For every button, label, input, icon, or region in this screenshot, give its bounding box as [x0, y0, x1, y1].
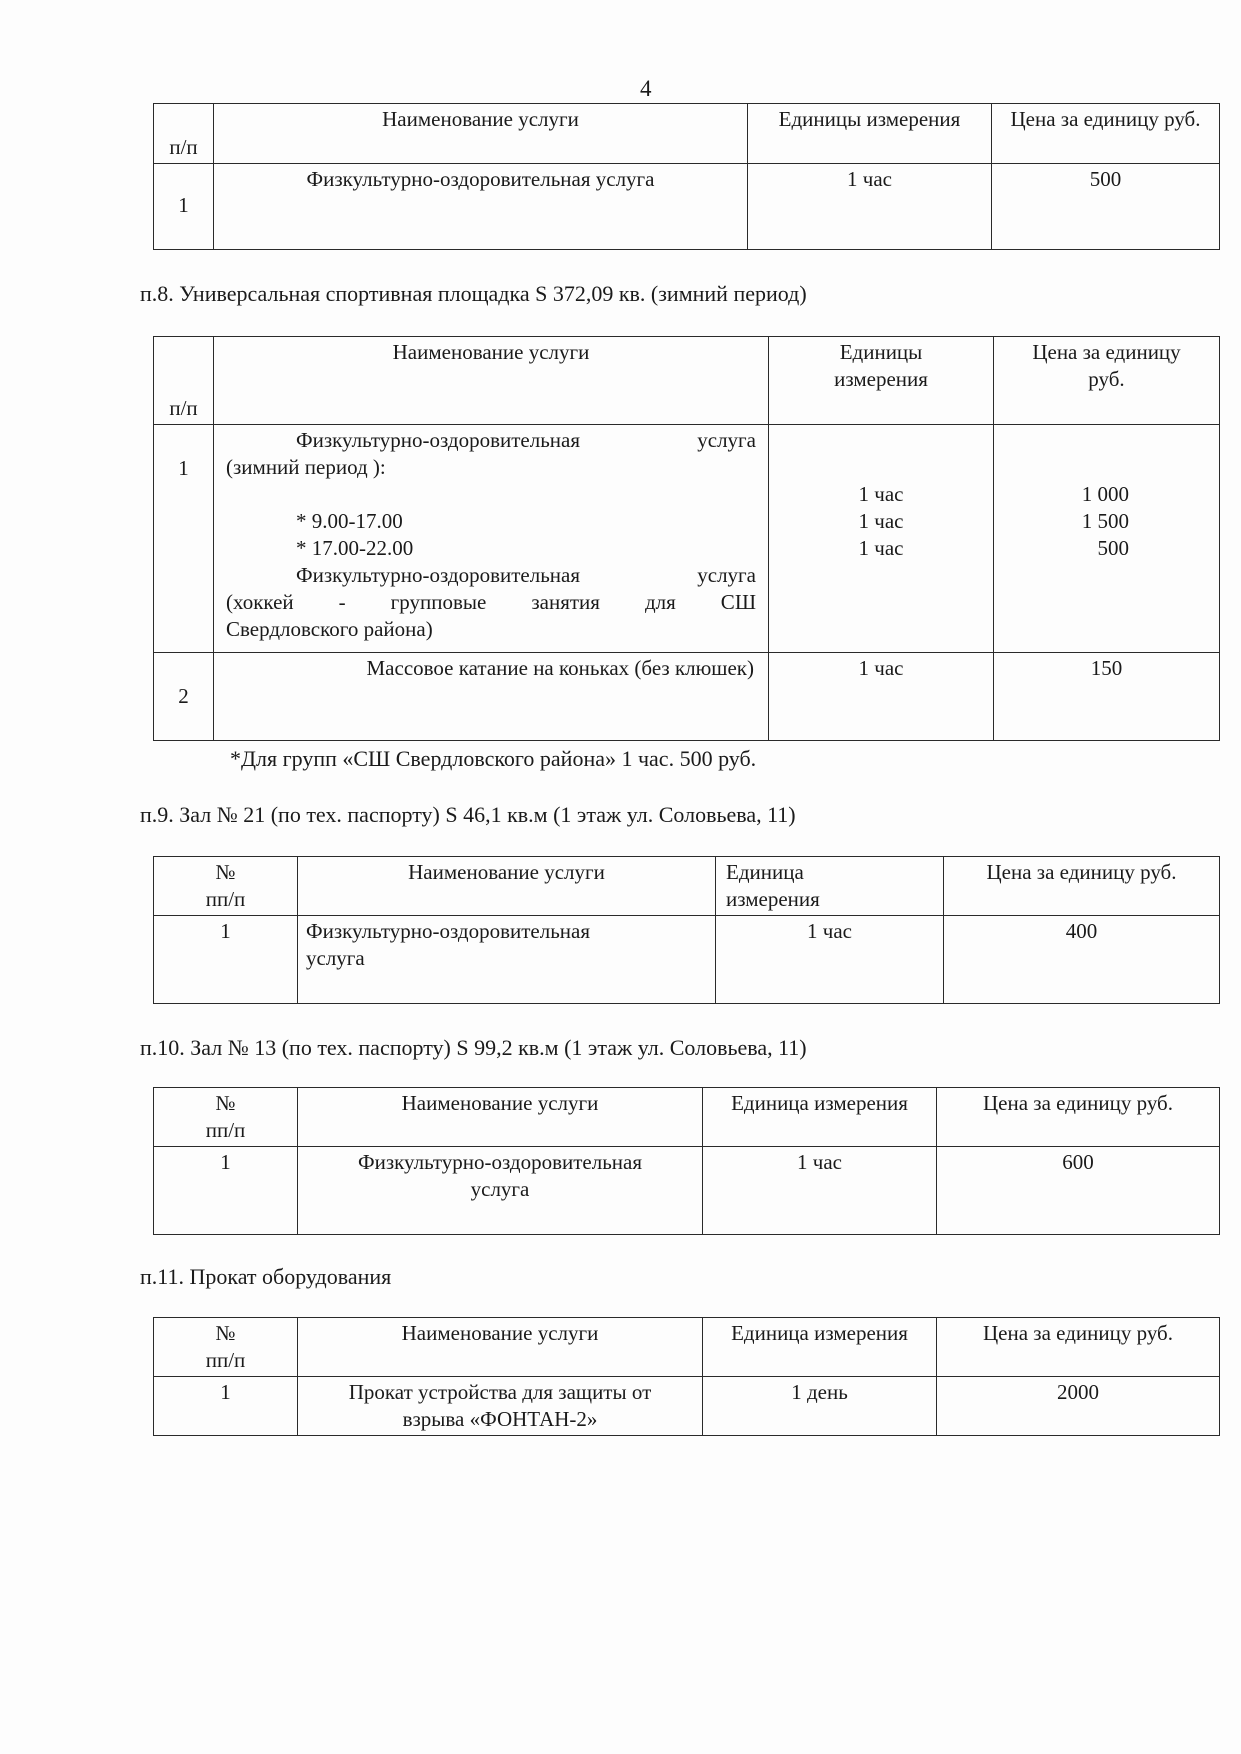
row-unit: 1 час	[703, 1147, 937, 1235]
row-units	[769, 425, 994, 653]
header-num	[154, 1318, 298, 1377]
row-name-line2: услуга	[470, 1177, 530, 1201]
table-section8	[153, 336, 1220, 741]
section8-note: *Для групп «СШ Свердловского района» 1 час. 500 руб.	[230, 746, 757, 771]
row-unit: 1 час	[769, 653, 994, 741]
header-price: Цена за единицу руб.	[992, 104, 1220, 164]
row-name: Физкультурно-оздоровительная услуга	[214, 164, 748, 250]
row-num: 1	[154, 1377, 298, 1436]
table-row	[154, 425, 1220, 653]
section10-title: п.10. Зал № 13 (по тех. паспорту) S 99,2 кв.м (1 этаж ул. Соловьева, 11)	[140, 1035, 807, 1060]
row-name	[298, 916, 716, 1004]
section11-title: п.11. Прокат оборудования	[140, 1264, 392, 1289]
page-number: 4	[640, 76, 652, 101]
row-name-line1: Прокат устройства для защиты от	[348, 1380, 652, 1404]
row-price: 600	[937, 1147, 1220, 1235]
header-price: Цена за единицу руб.	[944, 857, 1220, 916]
row-name	[298, 1377, 703, 1436]
row-num: 2	[154, 653, 214, 741]
unit-3: 1 час	[858, 536, 904, 560]
header-price: Цена за единицу руб.	[937, 1318, 1220, 1377]
row-num: 1	[154, 425, 214, 653]
header-num: п/п	[154, 104, 214, 164]
row-name2-line2: (хоккей - групповые занятия для СШ	[226, 590, 756, 614]
header-num-line1: №	[215, 1321, 236, 1345]
unit-2: 1 час	[858, 509, 904, 533]
header-price-line1: Цена за единицу	[1032, 340, 1181, 364]
header-num	[154, 1088, 298, 1147]
row-price: 2000	[937, 1377, 1220, 1436]
row-name2-line3: Свердловского района)	[226, 617, 433, 641]
table-section10	[153, 1087, 1220, 1235]
time-slot-2: * 17.00-22.00	[296, 536, 414, 560]
section9-title: п.9. Зал № 21 (по тех. паспорту) S 46,1 кв.м (1 этаж ул. Соловьева, 11)	[140, 802, 796, 827]
header-price	[994, 337, 1220, 425]
row-num: 1	[154, 164, 214, 250]
table-header-row	[154, 337, 1220, 425]
row-name	[298, 1147, 703, 1235]
row-num: 1	[154, 916, 298, 1004]
unit-1: 1 час	[858, 482, 904, 506]
header-num-line2: пп/п	[205, 1118, 246, 1142]
header-unit-line2: измерения	[834, 367, 928, 391]
header-name: Наименование услуги	[214, 337, 769, 425]
price-3: 500	[1097, 536, 1129, 560]
row-name-line1: Физкультурно-оздоровительная	[357, 1150, 643, 1174]
row-num: 1	[154, 1147, 298, 1235]
header-unit-line1: Единица	[726, 860, 804, 884]
table-header-row	[154, 104, 1220, 164]
row-prices	[994, 425, 1220, 653]
header-name: Наименование услуги	[298, 1088, 703, 1147]
header-price-line2: руб.	[1088, 367, 1125, 391]
table-row	[154, 916, 1220, 1004]
header-price: Цена за единицу руб.	[937, 1088, 1220, 1147]
row-name: Массовое катание на коньках (без клюшек)	[214, 653, 769, 741]
row-name	[214, 425, 769, 653]
header-num: п/п	[154, 337, 214, 425]
row-price: 500	[992, 164, 1220, 250]
table-header-row	[154, 857, 1220, 916]
header-num	[154, 857, 298, 916]
row-unit: 1 час	[716, 916, 944, 1004]
row-name-line1: Физкультурно-оздоровительная услуга	[296, 428, 756, 452]
row-price: 150	[994, 653, 1220, 741]
header-num-line2: пп/п	[205, 1348, 246, 1372]
table-header-row	[154, 1088, 1220, 1147]
time-slot-1: * 9.00-17.00	[296, 509, 403, 533]
table-section11	[153, 1317, 1220, 1436]
table-row	[154, 164, 1220, 250]
row-name-line2: услуга	[306, 946, 365, 970]
header-num-line2: пп/п	[205, 887, 246, 911]
header-unit: Единицы измерения	[748, 104, 992, 164]
price-2: 1 500	[1081, 509, 1129, 533]
row-unit: 1 день	[703, 1377, 937, 1436]
header-unit	[716, 857, 944, 916]
header-num-line1: №	[215, 860, 236, 884]
table-section7-continued	[153, 103, 1220, 250]
header-unit	[769, 337, 994, 425]
row-unit: 1 час	[748, 164, 992, 250]
price-1: 1 000	[1081, 482, 1129, 506]
header-unit: Единица измерения	[703, 1318, 937, 1377]
row-name-line2: (зимний период ):	[226, 455, 386, 479]
header-num-line1: №	[215, 1091, 236, 1115]
table-row	[154, 1147, 1220, 1235]
table-row	[154, 1377, 1220, 1436]
table-row	[154, 653, 1220, 741]
header-unit-line1: Единицы	[839, 340, 923, 364]
header-name: Наименование услуги	[298, 857, 716, 916]
header-name: Наименование услуги	[298, 1318, 703, 1377]
header-name: Наименование услуги	[214, 104, 748, 164]
section8-title: п.8. Универсальная спортивная площадка S 372,09 кв. (зимний период)	[140, 281, 807, 306]
row-price: 400	[944, 916, 1220, 1004]
table-section9	[153, 856, 1220, 1004]
header-unit-line2: измерения	[726, 887, 820, 911]
row-name-line2: взрыва «ФОНТАН-2»	[402, 1407, 598, 1431]
table-header-row	[154, 1318, 1220, 1377]
row-name2-line1: Физкультурно-оздоровительная услуга	[296, 563, 756, 587]
row-name-line1: Физкультурно-оздоровительная	[306, 919, 591, 943]
header-unit: Единица измерения	[703, 1088, 937, 1147]
